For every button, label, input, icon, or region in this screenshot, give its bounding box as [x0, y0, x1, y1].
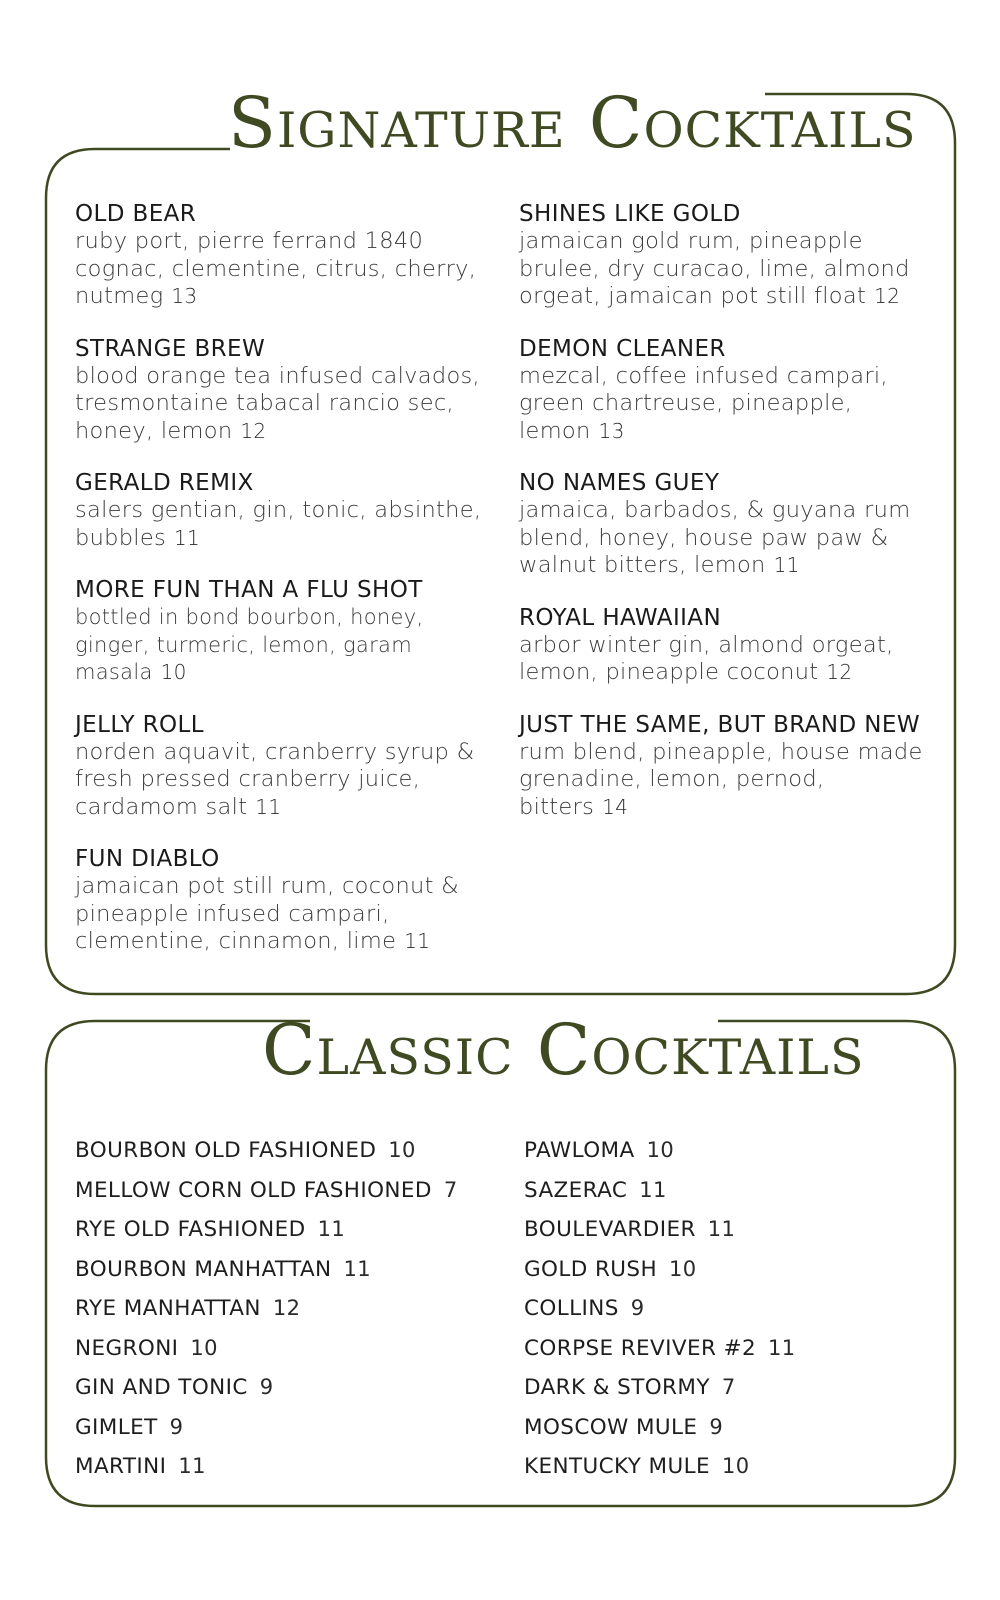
signature-left-column [75, 200, 495, 980]
cocktail-item [519, 469, 934, 580]
classic-cocktail-price: 9 [709, 1414, 724, 1439]
cocktail-price: 12 [240, 418, 267, 443]
classic-cocktail-name: COLLINS [524, 1296, 619, 1321]
cocktail-ingredients: jamaican pot still rum, coconut & pineapple infused campari, clementine, cinnamon, lime [75, 873, 459, 954]
cocktail-item [75, 200, 495, 311]
classic-cocktail-item [524, 1447, 954, 1487]
cocktail-name: NO NAMES GUEY [519, 470, 720, 496]
cocktail-ingredients: mezcal, coffee infused campari, green chartreuse, pineapple, lemon [519, 362, 888, 444]
classic-cocktail-item [524, 1250, 954, 1290]
classic-cocktail-price: 10 [669, 1256, 697, 1281]
classic-cocktails-title: Classic Cocktails [262, 1009, 865, 1091]
classic-cocktail-price: 10 [388, 1138, 416, 1162]
classic-cocktail-price: 7 [721, 1375, 736, 1399]
cocktail-name: DEMON CLEANER [519, 335, 726, 362]
cocktail-ingredients: blood orange tea infused calvados, tresmontaine tabacal rancio sec, honey, lemon [75, 362, 480, 444]
classic-cocktail-price: 10 [646, 1138, 675, 1162]
cocktail-price: 11 [174, 525, 201, 550]
cocktail-description [75, 497, 495, 552]
cocktail-item [75, 469, 495, 552]
classic-cocktail-name: GOLD RUSH [524, 1256, 658, 1282]
classic-right-column [524, 1131, 954, 1487]
classic-cocktail-name: MOSCOW MULE [524, 1414, 698, 1440]
cocktail-name: JUST THE SAME, BUT BRAND NEW [519, 711, 920, 738]
classic-cocktail-name: PAWLOMA [524, 1138, 635, 1163]
classic-cocktail-name: BOURBON OLD FASHIONED [75, 1138, 377, 1163]
classic-cocktail-price: 7 [443, 1177, 458, 1202]
cocktail-ingredients: salers gentian, gin, tonic, absinthe, bubbles [75, 497, 482, 551]
cocktail-description [519, 497, 934, 580]
cocktail-name: JELLY ROLL [75, 711, 204, 738]
cocktail-name: SHINES LIKE GOLD [519, 201, 741, 227]
cocktail-name: FUN DIABLO [75, 846, 220, 872]
cocktail-description [75, 739, 495, 822]
cocktail-price: 12 [874, 284, 901, 308]
classic-cocktail-name: GIMLET [75, 1414, 158, 1440]
cocktail-price: 13 [598, 418, 625, 443]
classic-cocktail-item [524, 1131, 954, 1171]
classic-left-column [75, 1131, 505, 1487]
cocktail-item [75, 335, 495, 446]
cocktail-name: ROYAL HAWAIIAN [519, 604, 722, 631]
cocktail-ingredients: arbor winter gin, almond orgeat, lemon, pineapple coconut [519, 631, 894, 685]
cocktail-item [519, 711, 934, 822]
cocktail-description [75, 363, 495, 446]
classic-cocktail-name: MELLOW CORN OLD FASHIONED [75, 1177, 432, 1203]
classic-cocktail-price: 11 [768, 1335, 796, 1360]
classic-cocktail-item [524, 1289, 954, 1329]
classic-cocktail-name: NEGRONI [75, 1335, 179, 1361]
cocktail-description [75, 604, 495, 687]
classic-cocktail-price: 10 [722, 1454, 750, 1478]
classic-cocktail-item [524, 1368, 954, 1408]
classic-cocktail-price: 9 [259, 1375, 274, 1399]
cocktail-ingredients: rum blend, pineapple, house made grenadine, lemon, pernod, bitters [519, 738, 923, 820]
classic-cocktail-item [75, 1210, 505, 1250]
classic-cocktail-name: SAZERAC [524, 1177, 628, 1203]
classic-cocktail-name: DARK & STORMY [524, 1375, 710, 1400]
cocktail-item [75, 711, 495, 822]
cocktail-price: 11 [255, 794, 282, 819]
classic-cocktail-price: 9 [169, 1414, 184, 1439]
cocktail-ingredients: ruby port, pierre ferrand 1840 cognac, clementine, citrus, cherry, nutmeg [75, 228, 477, 309]
cocktail-price: 13 [171, 284, 198, 308]
classic-cocktail-name: GIN AND TONIC [75, 1375, 248, 1400]
cocktail-description [519, 739, 934, 822]
cocktail-price: 10 [160, 660, 187, 684]
classic-cocktail-price: 11 [317, 1217, 346, 1241]
cocktail-ingredients: bottled in bond bourbon, honey, ginger, turmeric, lemon, garam masala [75, 605, 424, 684]
cocktail-price: 11 [773, 553, 800, 577]
classic-cocktail-item [524, 1329, 954, 1369]
classic-cocktail-name: KENTUCKY MULE [524, 1454, 710, 1479]
signature-right-column [519, 200, 934, 845]
cocktail-item [519, 200, 934, 311]
classic-cocktail-name: RYE OLD FASHIONED [75, 1217, 306, 1242]
cocktail-ingredients: norden aquavit, cranberry syrup & fresh pressed cranberry juice, cardamom salt [75, 738, 475, 820]
cocktail-price: 11 [404, 929, 431, 953]
classic-cocktail-price: 11 [707, 1217, 736, 1241]
cocktail-item [519, 604, 934, 687]
cocktail-description [519, 632, 934, 687]
classic-cocktail-item [75, 1131, 505, 1171]
classic-cocktail-price: 11 [178, 1454, 206, 1478]
classic-cocktail-price: 12 [272, 1296, 301, 1320]
cocktail-name: STRANGE BREW [75, 335, 266, 362]
cocktail-name: OLD BEAR [75, 201, 197, 227]
cocktail-description [519, 228, 934, 311]
classic-cocktail-price: 9 [630, 1296, 645, 1320]
classic-cocktail-name: MARTINI [75, 1454, 167, 1479]
cocktail-name: MORE FUN THAN A FLU SHOT [75, 577, 423, 603]
cocktail-item [519, 335, 934, 446]
cocktail-ingredients: jamaican gold rum, pineapple brulee, dry curacao, lime, almond orgeat, jamaican pot still float [519, 228, 910, 309]
classic-cocktail-item [75, 1408, 505, 1448]
classic-cocktail-item [75, 1289, 505, 1329]
cocktail-description [75, 228, 495, 311]
classic-cocktail-price: 11 [639, 1177, 667, 1202]
classic-cocktail-item [75, 1329, 505, 1369]
classic-cocktail-name: RYE MANHATTAN [75, 1296, 261, 1321]
classic-cocktail-name: BOURBON MANHATTAN [75, 1256, 332, 1282]
signature-cocktails-title: Signature Cocktails [228, 82, 917, 164]
cocktail-description [75, 873, 495, 956]
cocktail-name: GERALD REMIX [75, 470, 254, 496]
classic-cocktail-item [524, 1408, 954, 1448]
classic-cocktail-item [524, 1210, 954, 1250]
cocktail-item [75, 576, 495, 687]
classic-cocktail-item [524, 1171, 954, 1211]
cocktail-price: 12 [826, 660, 853, 684]
classic-cocktail-item [75, 1171, 505, 1211]
classic-cocktail-price: 10 [190, 1335, 218, 1360]
classic-cocktail-name: BOULEVARDIER [524, 1217, 696, 1242]
cocktail-ingredients: jamaica, barbados, & guyana rum blend, honey, house paw paw & walnut bitters, lemon [519, 497, 911, 578]
classic-cocktail-item [75, 1250, 505, 1290]
classic-cocktail-name: CORPSE REVIVER #2 [524, 1335, 757, 1361]
cocktail-item [75, 845, 495, 956]
cocktail-description [519, 363, 934, 446]
classic-cocktail-price: 11 [343, 1256, 372, 1281]
classic-cocktail-item [75, 1447, 505, 1487]
cocktail-price: 14 [602, 794, 629, 819]
classic-cocktail-item [75, 1368, 505, 1408]
